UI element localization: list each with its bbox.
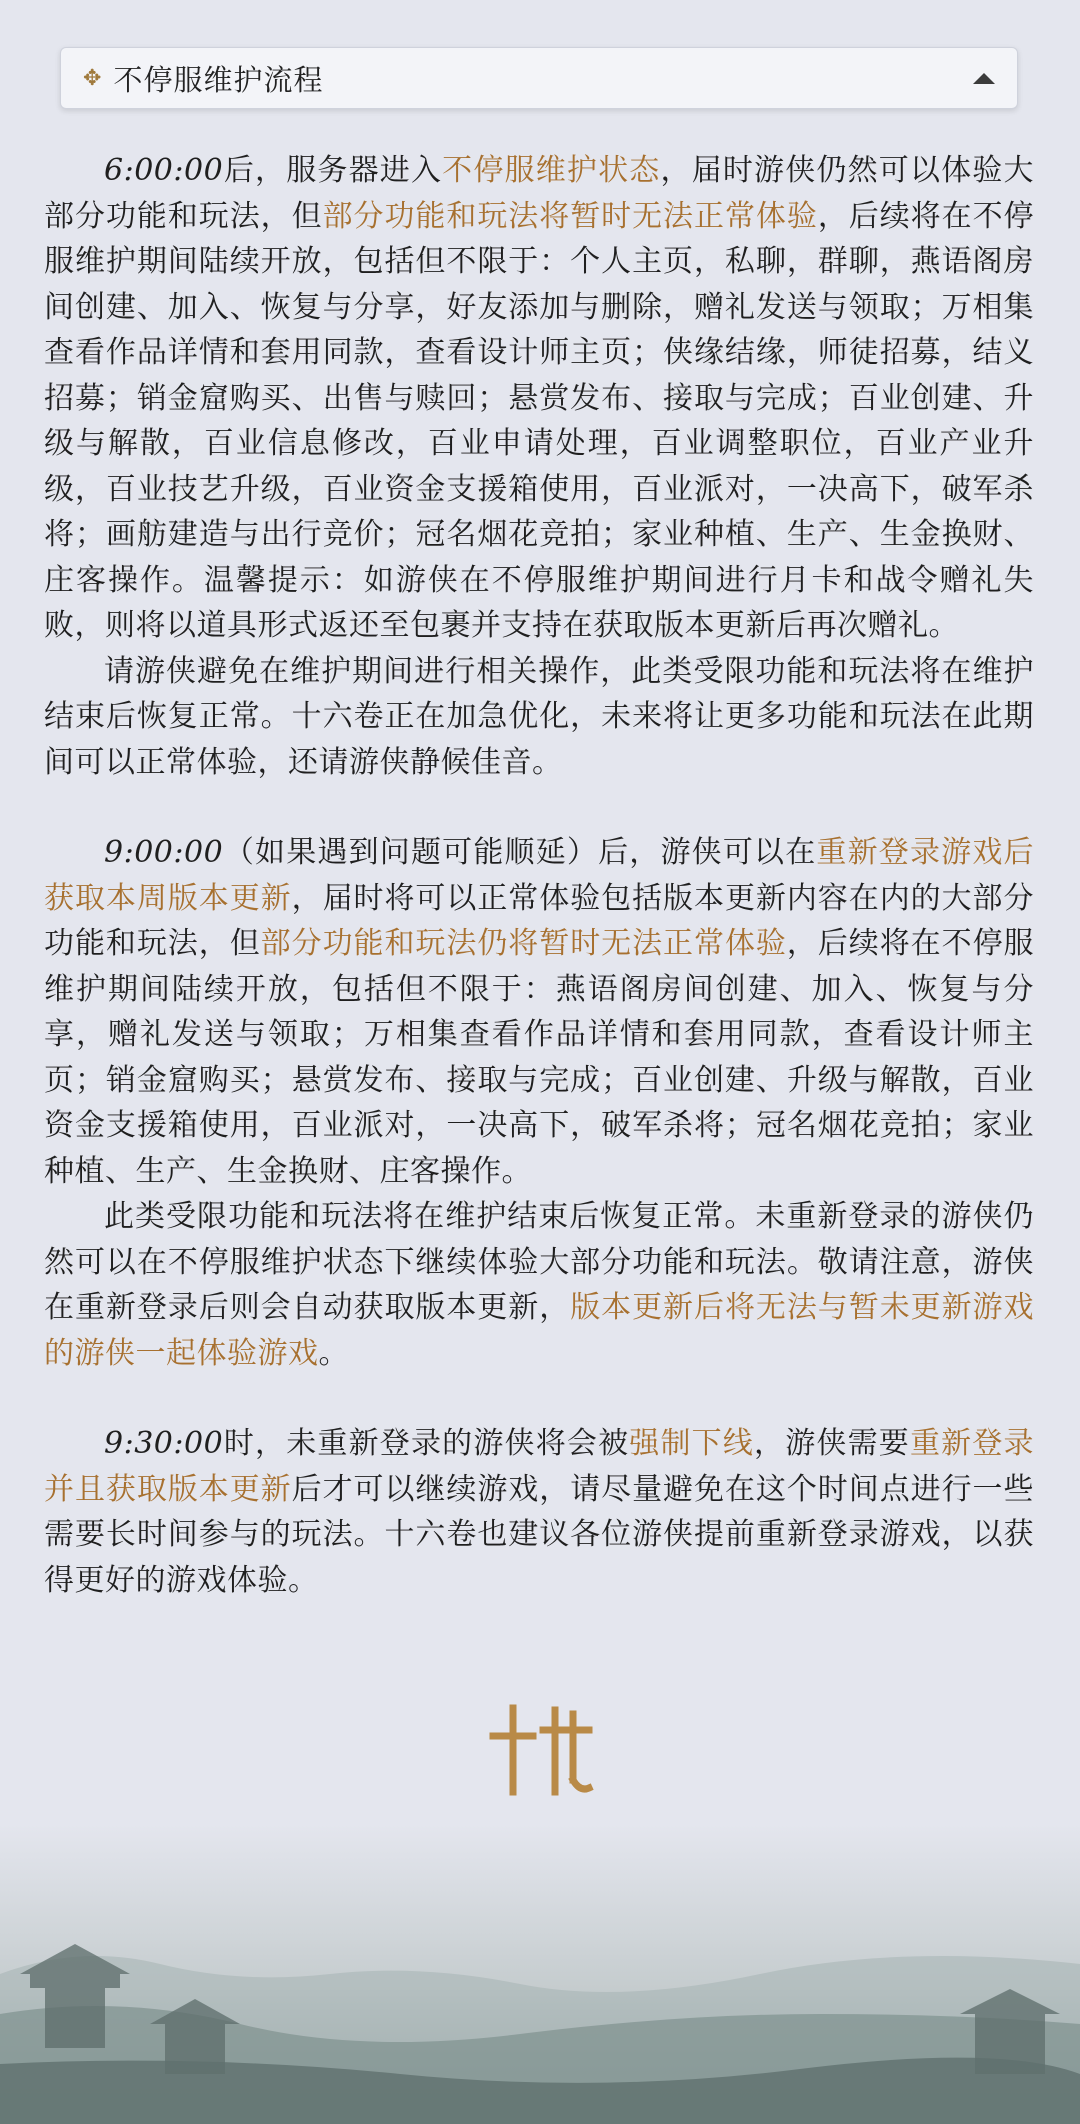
highlight-text: 部分功能和玩法将暂时无法正常体验 [322, 198, 818, 234]
game-logo-icon [485, 1700, 595, 1800]
highlight-text: 重新登录游戏后获取本周版本更新 [44, 835, 1035, 916]
text-span: 后，服务器进入 [223, 153, 443, 188]
text-span: ，游侠需要 [754, 1426, 910, 1461]
paragraph-930am [44, 1421, 1034, 1603]
section-header-collapsible[interactable] [60, 47, 1018, 109]
paragraph-restore [44, 1194, 1034, 1376]
time-label: 9:00:00 [104, 835, 224, 870]
text-span: ，后续将在不停服维护期间陆续开放，包括但不限于：燕语阁房间创建、加入、恢复与分享，赠礼发送与领取；万相集查看作品详情和套用同款，查看设计师主页；销金窟购买；悬赏发布、接取与完成；百业创建、升级与解散，百业资金支援箱使用，百业派对，一决高下，破军杀将；冠名烟花竞拍；家业种植、生产、生金换财、庄客操作。 [44, 926, 1035, 1189]
text-span: 时，未重新登录的游侠将会被 [223, 1426, 630, 1461]
paragraph-notice: 请游侠避免在维护期间进行相关操作，此类受限功能和玩法将在维护结束后恢复正常。十六卷正在加急优化，未来将让更多功能和玩法在此期间可以正常体验，还请游侠静候佳音。 [44, 653, 1034, 780]
text-span: （如果遇到问题可能顺延）后，游侠可以在 [223, 835, 817, 870]
text-span: 此类受限功能和玩法将在维护结束后恢复正常。未重新登录的游侠仍然可以在不停服维护状态下继续体验大部分功能和玩法。敬请注意，游侠在重新登录后则会自动获取版本更新， [44, 1199, 1034, 1325]
time-label: 9:30:00 [104, 1426, 224, 1461]
paragraph-6am [44, 148, 1034, 649]
highlight-text: 版本更新后将无法与暂未更新游戏的游侠一起体验游戏 [44, 1290, 1035, 1371]
landscape-illustration [0, 1824, 1080, 2124]
text-span: ，届时将可以正常体验包括版本更新内容在内的大部分功能和玩法，但 [44, 880, 1035, 961]
collapse-arrow-icon[interactable] [973, 73, 995, 84]
diamond-bullet-icon: ✥ [83, 65, 102, 91]
text-span: 后才可以继续游戏，请尽量避免在这个时间点进行一些需要长时间参与的玩法。十六卷也建议各位游侠提前重新登录游戏，以获得更好的游戏体验。 [44, 1471, 1035, 1598]
time-label: 6:00:00 [104, 153, 224, 188]
section-title: 不停服维护流程 [113, 62, 324, 97]
highlight-text: 强制下线 [629, 1426, 755, 1461]
paragraph-9am [44, 830, 1034, 1194]
highlight-text: 重新登录并且获取版本更新 [44, 1426, 1035, 1507]
maintenance-content [44, 148, 1034, 1603]
text-span: ，后续将在不停服维护期间陆续开放，包括但不限于：个人主页，私聊，群聊，燕语阁房间创建、加入、恢复与分享，好友添加与删除，赠礼发送与领取；万相集查看作品详情和套用同款，查看设计师主页；侠缘结缘，师徒招募，结义招募；销金窟购买、出售与赎回；悬赏发布、接取与完成；百业创建、升级与解散，百业信息修改，百业申请处理，百业调整职位，百业产业升级，百业技艺升级，百业资金支援箱使用，百业派对，一决高下，破军杀将；画舫建造与出行竞价；冠名烟花竞拍；家业种植、生产、生金换财、庄客操作。温馨提示：如游侠在不停服维护期间进行月卡和战令赠礼失败，则将以道具形式返还至包裹并支持在获取版本更新后再次赠礼。 [44, 198, 1035, 643]
highlight-text: 不停服维护状态 [442, 153, 661, 188]
text-span: 。 [318, 1335, 349, 1371]
text-span: ，届时游侠仍然可以体验大部分功能和玩法，但 [44, 153, 1035, 234]
highlight-text: 部分功能和玩法仍将暂时无法正常体验 [260, 926, 787, 961]
